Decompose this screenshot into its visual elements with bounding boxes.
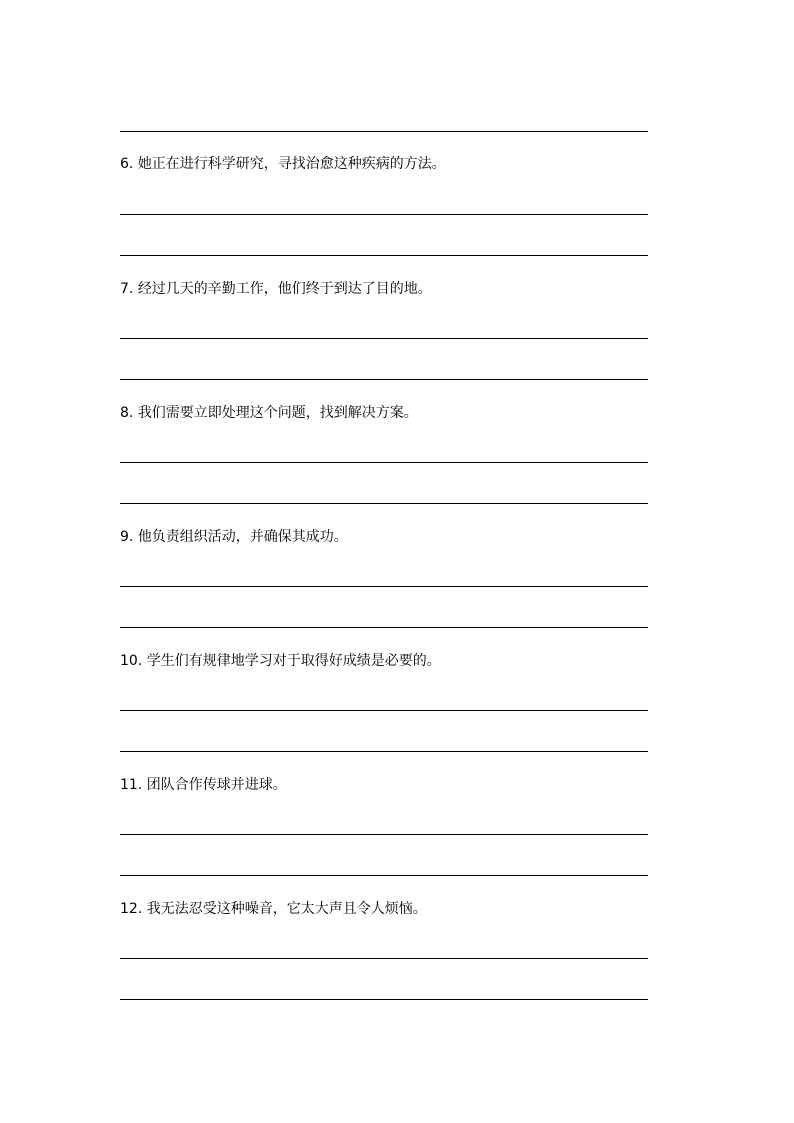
question-9 [120, 528, 348, 546]
question-7 [120, 280, 432, 298]
answer-line [120, 999, 648, 1000]
question-text: 团队合作传球并进球。 [146, 777, 287, 793]
answer-line [120, 379, 648, 380]
question-10 [120, 652, 441, 670]
answer-line [120, 503, 648, 504]
answer-line [120, 834, 648, 835]
question-number: 11. [120, 777, 143, 793]
question-number: 9. [120, 529, 134, 545]
question-text: 我们需要立即处理这个问题，找到解决方案。 [137, 405, 418, 421]
question-8 [120, 404, 418, 422]
answer-line [120, 462, 648, 463]
question-text: 经过几天的辛勤工作，他们终于到达了目的地。 [137, 281, 432, 297]
answer-line [120, 338, 648, 339]
answer-line [120, 214, 648, 215]
answer-line [120, 751, 648, 752]
question-11 [120, 776, 287, 794]
question-6 [120, 155, 446, 173]
question-number: 7. [120, 281, 134, 297]
answer-line [120, 627, 648, 628]
answer-line [120, 710, 648, 711]
question-text: 学生们有规律地学习对于取得好成绩是必要的。 [146, 653, 441, 669]
question-number: 10. [120, 653, 143, 669]
answer-line [120, 875, 648, 876]
question-12 [120, 900, 427, 918]
answer-line [120, 131, 648, 132]
answer-line [120, 586, 648, 587]
answer-line [120, 255, 648, 256]
question-number: 12. [120, 901, 143, 917]
question-number: 6. [120, 156, 134, 172]
question-number: 8. [120, 405, 134, 421]
question-text: 他负责组织活动，并确保其成功。 [137, 529, 348, 545]
question-text: 我无法忍受这种噪音，它太大声且令人烦恼。 [146, 901, 427, 917]
answer-line [120, 958, 648, 959]
question-text: 她正在进行科学研究，寻找治愈这种疾病的方法。 [137, 156, 446, 172]
